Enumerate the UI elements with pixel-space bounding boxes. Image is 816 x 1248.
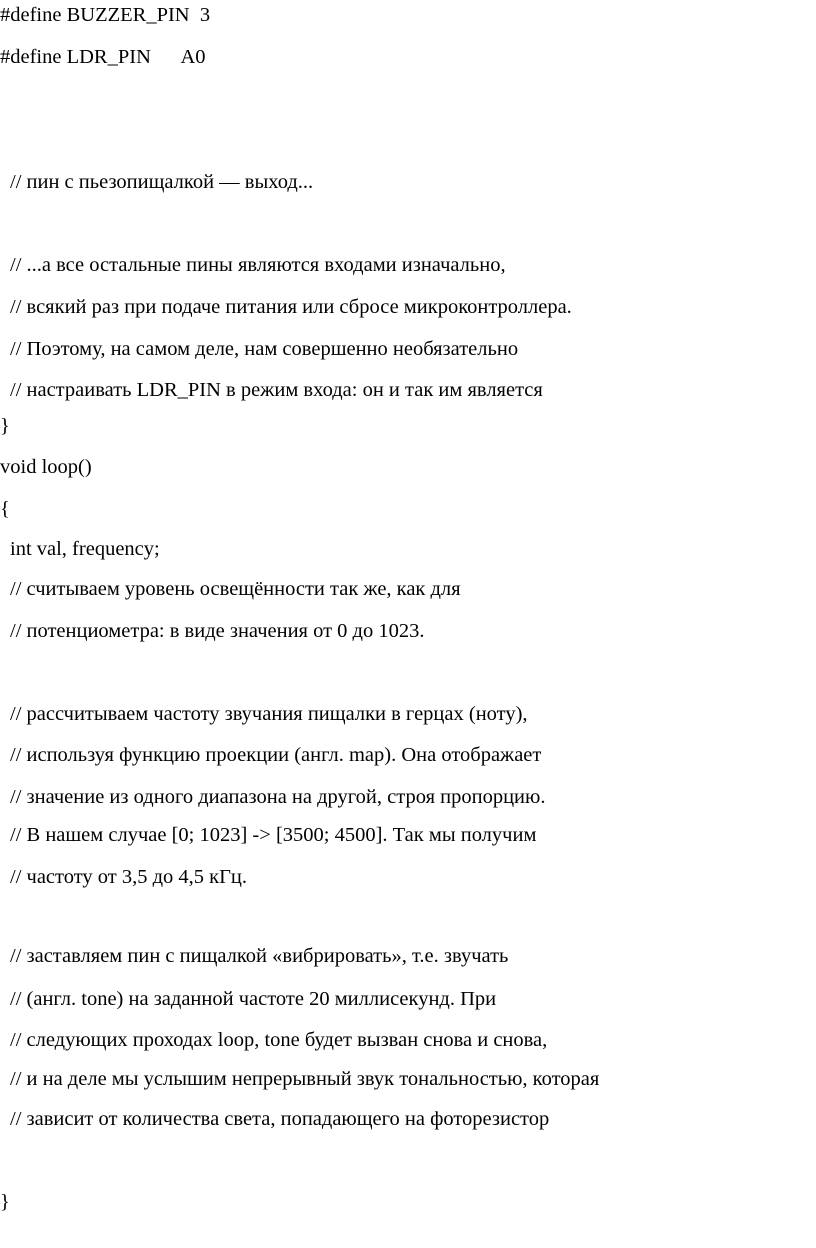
comment-line: // настраивать LDR_PIN в режим входа: он и так им является [10, 379, 543, 401]
closing-brace: } [0, 1191, 10, 1213]
closing-brace: } [0, 415, 10, 437]
comment-line: // всякий раз при подаче питания или сбросе микроконтроллера. [10, 296, 572, 318]
comment-line: // частоту от 3,5 до 4,5 кГц. [10, 866, 248, 888]
code-variable-declaration: int val, frequency; [10, 538, 160, 560]
comment-line: // используя функцию проекции (англ. map). Она отображает [10, 744, 542, 766]
code-define-ldr-pin: #define LDR_PIN A0 [0, 46, 206, 68]
comment-line: // ...а все остальные пины являются входами изначально, [10, 254, 506, 276]
comment-line: // значение из одного диапазона на другой, строя пропорцию. [10, 786, 546, 808]
comment-line: // зависит от количества света, попадающего на фоторезистор [10, 1108, 550, 1130]
comment-line: // следующих проходах loop, tone будет вызван снова и снова, [10, 1029, 548, 1051]
comment-line: // потенциометра: в виде значения от 0 до 1023. [10, 620, 425, 642]
comment-line: // считываем уровень освещённости так же, как для [10, 578, 461, 600]
comment-line: // (англ. tone) на заданной частоте 20 миллисекунд. При [10, 988, 497, 1010]
comment-line: // Поэтому, на самом деле, нам совершенно необязательно [10, 338, 519, 360]
comment-line: // В нашем случае [0; 1023] -> [3500; 4500]. Так мы получим [10, 824, 537, 846]
comment-line: // рассчитываем частоту звучания пищалки в герцах (ноту), [10, 703, 528, 725]
comment-line: // пин с пьезопищалкой — выход... [10, 171, 314, 193]
comment-line: // и на деле мы услышим непрерывный звук тональностью, которая [10, 1068, 600, 1090]
opening-brace: { [0, 498, 10, 520]
comment-line: // заставляем пин с пищалкой «вибрировать», т.е. звучать [10, 945, 509, 967]
code-loop-signature: void loop() [0, 456, 92, 478]
code-define-buzzer-pin: #define BUZZER_PIN 3 [0, 4, 211, 26]
